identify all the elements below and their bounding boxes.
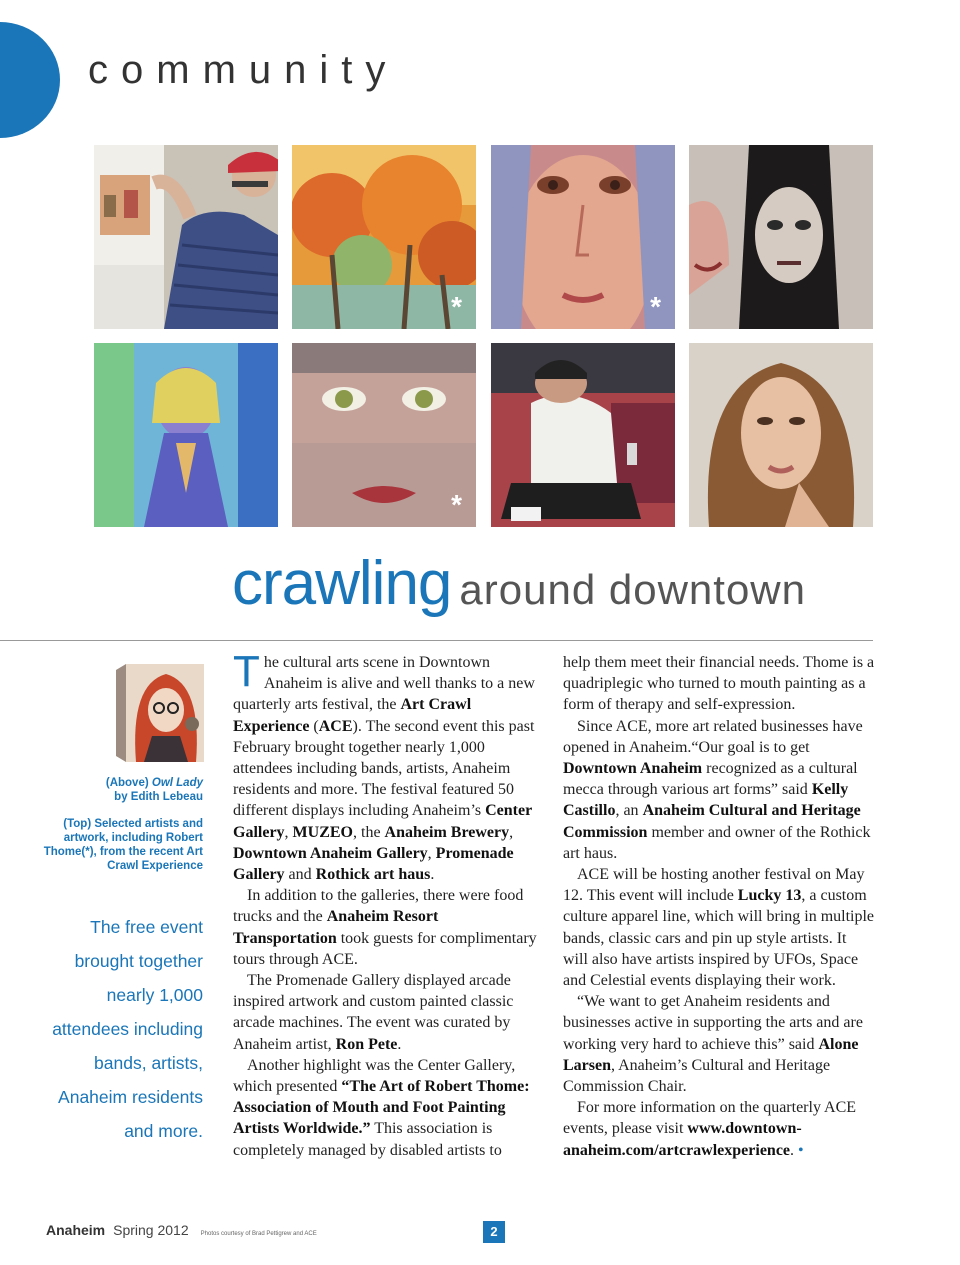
article-paragraph: The cultural arts scene in Downtown Anaheim is alive and well thanks to a new quarterly arts festival, the Art Crawl Experience (ACE). The second event this past February brought together nearly 1,000 attendees including bands, artists, Anaheim residents and more. The festival featured 50 different displays including Anaheim’s Center Gallery, MUZEO, the Anaheim Brewery, Downtown Anaheim Gallery, Promenade Gallery and Rothick art haus. xyxy=(233,647,535,884)
issue-date: Spring 2012 xyxy=(113,1222,189,1238)
article-paragraph: ACE will be hosting another festival on May 12. This event will include Lucky 13, a custom culture apparel line, which will bring in multiple bands, classic cars and pin up style artists. It will also have artists inspired by UFOs, Space and Celestial events displaying their work. xyxy=(563,866,875,990)
artist-star-mark: * xyxy=(650,291,661,322)
pull-quote: The free event brought together nearly 1,000 attendees including bands, artists, Anaheim residents and more. xyxy=(52,917,203,1141)
article-column-2 xyxy=(563,652,875,1161)
article-headline xyxy=(232,548,872,619)
article-paragraph: help them meet their financial needs. Thome is a quadriplegic who turned to mouth painting as a form of therapy and self-expression. xyxy=(563,654,875,714)
artist-star-mark: * xyxy=(451,291,462,322)
article-column-1 xyxy=(233,647,545,1161)
headline-divider xyxy=(0,640,873,641)
magazine-name: Anaheim xyxy=(46,1222,106,1238)
caption-artwork-title: Owl Lady xyxy=(151,777,203,789)
end-mark: • xyxy=(798,1141,804,1159)
spray-artist-photo xyxy=(491,343,675,527)
praying-figure-painting xyxy=(94,343,278,527)
headline-sub: around downtown xyxy=(459,566,806,613)
thumbnail-caption xyxy=(30,776,203,804)
article-paragraph: Since ACE, more art related businesses have opened in Anaheim.“Our goal is to get Downtown Anaheim recognized as a cultural mecca through various art forms” said Kelly Castillo, an Anaheim Cultural and Heritage Commission member and owner of the Rothick art haus. xyxy=(563,717,871,862)
photo-grid-caption: (Top) Selected artists and artwork, including Robert Thome(*), from the recent Art Crawl Experience xyxy=(43,818,203,872)
photo-credit: Photos courtesy of Brad Pettigrew and ACE xyxy=(200,1231,317,1237)
caption-prefix: (Above) xyxy=(105,777,152,789)
artist-star-mark: * xyxy=(451,489,462,520)
headline-main: crawling xyxy=(232,549,452,618)
dotted-face-painting xyxy=(491,145,675,329)
section-tab-marker xyxy=(0,22,60,138)
drop-cap: T xyxy=(233,647,260,696)
caption-byline: by Edith Lebeau xyxy=(114,791,203,803)
article-paragraph: Another highlight was the Center Gallery, which presented “The Art of Robert Thome: Association of Mouth and Foot Painting Artists Worldwide.” This association is completely managed by disabled artists to xyxy=(233,1056,530,1159)
article-paragraph: In addition to the galleries, there were food trucks and the Anaheim Resort Transportation took guests for complimentary tours through ACE. xyxy=(233,887,537,968)
article-paragraph: The Promenade Gallery displayed arcade inspired artwork and custom painted classic arcade machines. The event was curated by Anaheim artist, Ron Pete. xyxy=(233,972,514,1053)
article-paragraph: “We want to get Anaheim residents and businesses active in supporting the arts and are working very hard to achieve this” said Alone Larsen, Anaheim’s Cultural and Heritage Commission Chair. xyxy=(563,993,863,1096)
dark-faces-painting xyxy=(689,145,873,329)
page-footer xyxy=(46,1222,317,1240)
page-number: 2 xyxy=(483,1221,505,1243)
owl-lady-thumbnail xyxy=(116,664,204,762)
woman-portrait-painting xyxy=(689,343,873,527)
section-title: community xyxy=(88,48,399,92)
veiled-face-painting xyxy=(292,343,476,527)
painter-photo xyxy=(94,145,278,329)
orange-trees-painting xyxy=(292,145,476,329)
article-paragraph: For more information on the quarterly ACE events, please visit www.downtown-anaheim.com/artcrawlexperience. • xyxy=(563,1099,857,1159)
event-website-link[interactable]: www.downtown-anaheim.com/artcrawlexperience xyxy=(563,1120,802,1159)
